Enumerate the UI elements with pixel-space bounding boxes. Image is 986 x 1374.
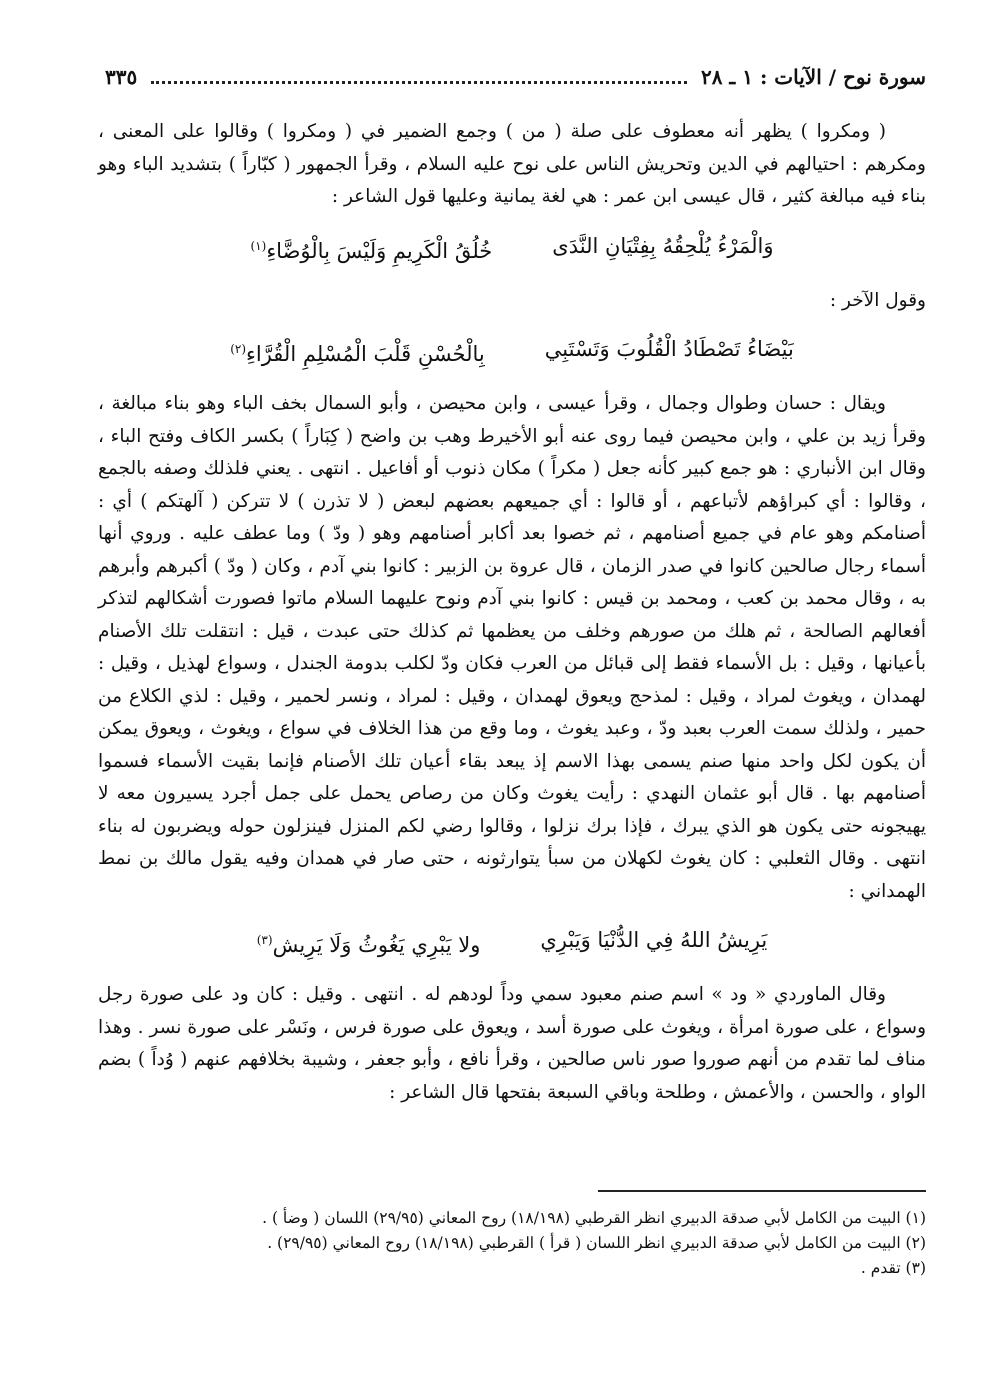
footnote-3: (٣) تقدم . (860, 1259, 926, 1277)
main-text (98, 116, 926, 1109)
footnote-2: (٢) البيت من الكامل لأبي صدقة الدبيري انظر اللسان ( قرأ ) القرطبي (١٨/١٩٨) روح المعاني (٢٩/٩٥) . (267, 1234, 926, 1252)
verse-2-first-hemistich: بَيْضَاءُ تَصْطَادُ الْقُلُوبَ وَتَسْتَبِي (544, 337, 794, 361)
verse-1-second-text: خُلُقُ الْكَرِيمِ وَلَيْسَ بِالْوُضَّاءِ (266, 238, 493, 263)
verse-1-first-hemistich: وَالْمَرْءُ يُلْحِقُهُ بِفِتْيَانِ النَّدَى (552, 233, 774, 258)
verse-2-second-text: بِالْحُسْنِ قَلْبَ الْمُسْلِمِ الْقُرَّاءِ (246, 342, 485, 366)
verse-3 (98, 920, 926, 965)
verse-2-second-hemistich (230, 329, 485, 374)
running-header (105, 60, 926, 94)
page-number: ٣٣٥ (105, 65, 138, 89)
paragraph-3: ويقال : حسان وطوال وجمال ، وقرأ عيسى ، وابن محيصن ، وأبو السمال بخف الباء وهو بناء مبالغة ، وقرأ زيد بن علي ، وابن محيصن فيما روى عنه أبو الأخيرط وهب بن واضح ( كِبَاراً ) بكسر الكاف وفتح الباء ، وقال ابن الأنباري : هو جمع كبير كأنه جعل ( مكراً ) مكان ذنوب أو أفاعيل . انتهى . يعني فلذلك وصفه بالجمع ، وقالوا : أي كبراؤهم لأتباعهم ، أو قالوا : أي جميعهم بعضهم لبعض ( لا تذرن ) لا تتركن ( آلهتكم ) أي : أصنامكم وهو عام في جميع أصنامهم ، ثم خصوا بعد أكابر أصنامهم وهو ( ودّ ) وما عطف عليه . وروي أنها أسماء رجال صالحين كانوا في صدر الزمان ، قال عروة بن الزبير : كانوا بني آدم ، وكان ( ودّ ) أكبرهم وأبرهم به ، وقال محمد بن كعب ، ومحمد بن قيس : كانوا بني آدم ونوح عليهما السلام ماتوا فصورت أشكالهم لتذكر أفعالهم الصالحة ، ثم هلك من صورهم وخلف من يعظمها ثم كذلك حتى عبدت ، قيل : انتقلت تلك الأصنام بأعيانها ، وقيل : بل الأسماء فقط إلى قبائل من العرب فكان ودّ لكلب بدومة الجندل ، وسواع لهذيل ، وقيل : لهمدان ، ويغوث لمراد ، وقيل : لمذحج ويعوق لهمدان ، وقيل : لمراد ، ونسر لحمير ، وقيل : لذي الكلاع من حمير ، ولذلك سمت العرب بعبد ودّ ، وعبد يغوث ، وما وقع من هذا الخلاف في سواع ، ويغوث ، ويعوق يمكن أن يكون لكل واحد منها صنم يسمى بهذا الاسم إذ يبعد بقاء أعيان تلك الأصنام فإنما بقيت الأسماء فسموا أصنامهم بها . قال أبو عثمان النهدي : رأيت يغوث وكان من رصاص يحمل على جمل أجرد يسيرون معه لا يهيجونه حتى يكون هو الذي يبرك ، فإذا برك نزلوا ، وقالوا رضي لكم المنزل فينزلون حوله ويضربون له بناء انتهى . وقال الثعلبي : كان يغوث لكهلان من سبأ يتوارثونه ، حتى صار في همدان وفيه يقول مالك بن نمط الهمداني : (98, 393, 926, 902)
verse-3-first-hemistich: يَرِيشُ اللهُ فِي الدُّنْيَا وَيَبْرِي (540, 928, 768, 952)
verse-3-second-hemistich (257, 920, 481, 965)
footnote-1: (١) البيت من الكامل لأبي صدقة الدبيري انظر القرطبي (١٨/١٩٨) روح المعاني (٢٩/٩٥) اللسان ( وضأ ) . (262, 1209, 926, 1227)
header-dot-leader (151, 71, 687, 84)
paragraph-1: ( ومكروا ) يظهر أنه معطوف على صلة ( من ) وجمع الضمير في ( ومكروا ) وقالوا على المعنى ، ومكرهم : احتيالهم في الدين وتحريش الناس على نوح عليه السلام ، وقرأ الجمهور ( كبّاراً ) بتشديد الباء وهو بناء فيه مبالغة كثير ، قال عيسى ابن عمر : هي لغة يمانية وعليها قول الشاعر : (98, 121, 926, 207)
verse-3-second-text: ولا يَبْرِي يَغُوثُ وَلَا يَرِيش (272, 933, 481, 957)
paragraph-4: وقال الماوردي « ود » اسم صنم معبود سمي وداً لودهم له . انتهى . وقيل : كان ود على صورة رجل وسواع ، على صورة امرأة ، ويغوث على صورة أسد ، ويعوق على صورة فرس ، ونَسْر على صورة نسر . وهذا مناف لما تقدم من أنهم صوروا صور ناس صالحين ، وقرأ نافع ، وأبو جعفر ، وشيبة بخلافهم عنهم ( وُداً ) بضم الواو ، والحسن ، والأعمش ، وطلحة وباقي السبعة بفتحها قال الشاعر : (98, 984, 926, 1103)
header-title: سورة نوح / الآيات : ١ ـ ٢٨ (700, 65, 926, 89)
footnotes (98, 1206, 926, 1281)
verse-1 (98, 226, 926, 271)
verse-1-second-hemistich (250, 226, 492, 271)
verse-2 (98, 329, 926, 374)
footnote-ref-1: (١) (250, 238, 267, 253)
paragraph-2: وقول الآخر : (829, 289, 926, 311)
footnote-separator (598, 1190, 926, 1192)
footnote-ref-3: (٣) (256, 933, 273, 947)
footnote-ref-2: (٢) (230, 342, 247, 356)
